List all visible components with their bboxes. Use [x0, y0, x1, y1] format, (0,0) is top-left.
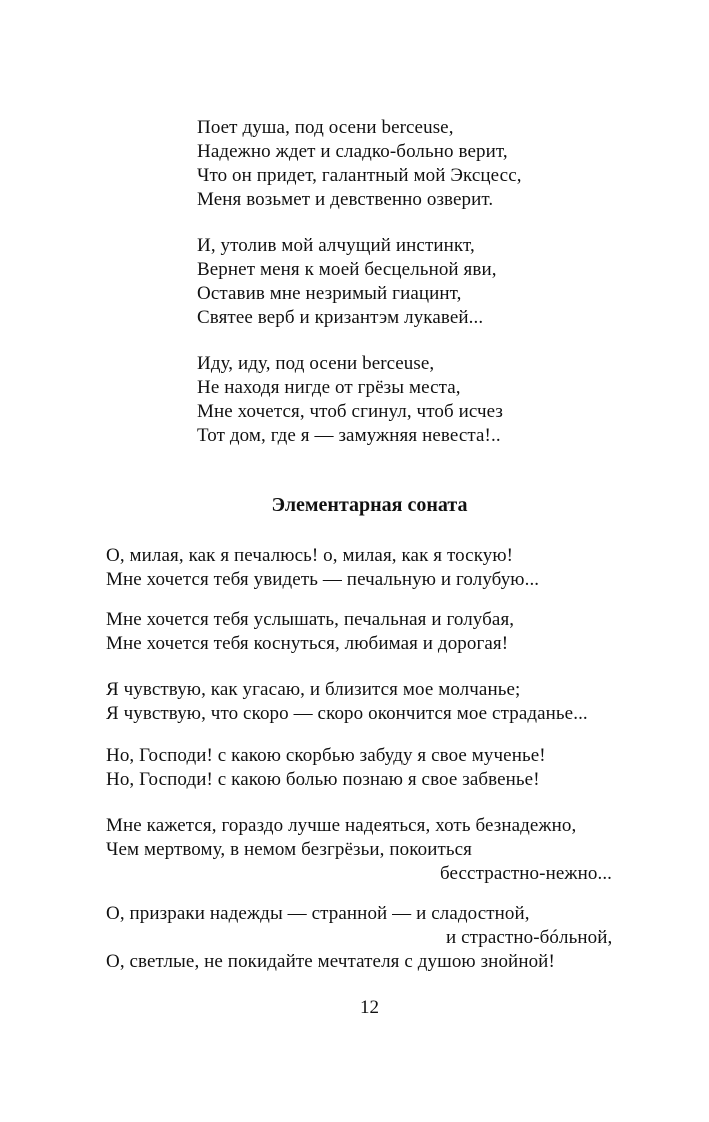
poem-line: Но, Господи! с какою болью познаю я свое забвенье!	[106, 769, 540, 790]
poem-line: Я чувствую, как угасаю, и близится мое молчанье;	[106, 679, 521, 700]
poem-line: Святее верб и кризантэм лукавей...	[197, 307, 484, 328]
poem-line: Поет душа, под осени berceuse,	[197, 117, 454, 138]
poem-line-continuation: и страстно-бóльной,	[446, 927, 613, 948]
poem-line: Я чувствую, что скоро — скоро окончится мое страданье...	[106, 703, 588, 724]
poem-line: О, милая, как я печалюсь! о, милая, как я тоскую!	[106, 545, 514, 566]
poem-line: Но, Господи! с какою скорбью забуду я свое мученье!	[106, 745, 546, 766]
poem-line: Мне кажется, гораздо лучше надеяться, хоть безнадежно,	[106, 815, 577, 836]
poem-line: Тот дом, где я — замужняя невеста!..	[197, 425, 501, 446]
poem-line: Мне хочется тебя увидеть — печальную и голубую...	[106, 569, 540, 590]
poem-line: Оставив мне незримый гиацинт,	[197, 283, 462, 304]
poem-line: О, призраки надежды — странной — и сладостной,	[106, 903, 530, 924]
poem-line: Мне хочется тебя услышать, печальная и голубая,	[106, 609, 515, 630]
poem-line: Что он придет, галантный мой Эксцесс,	[197, 165, 522, 186]
poem-line: Мне хочется тебя коснуться, любимая и дорогая!	[106, 633, 509, 654]
poem-line: И, утолив мой алчущий инстинкт,	[197, 235, 475, 256]
poem-line: Надежно ждет и сладко-больно верит,	[197, 141, 508, 162]
poem-line: Иду, иду, под осени berceuse,	[197, 353, 435, 374]
poem-title: Элементарная соната	[271, 494, 468, 516]
poem-line: Не находя нигде от грёзы места,	[197, 377, 461, 398]
poem-line: Меня возьмет и девственно озверит.	[197, 189, 494, 210]
poem-line: Вернет меня к моей бесцельной яви,	[197, 259, 497, 280]
poem-line: О, светлые, не покидайте мечтателя с душою знойной!	[106, 951, 555, 972]
poem-line: Мне хочется, чтоб сгинул, чтоб исчез	[197, 401, 504, 422]
poem-line-continuation: бесстрастно-нежно...	[440, 863, 613, 884]
poem-line: Чем мертвому, в немом безгрёзьи, покоиться	[106, 839, 473, 860]
page-number: 12	[360, 997, 379, 1018]
